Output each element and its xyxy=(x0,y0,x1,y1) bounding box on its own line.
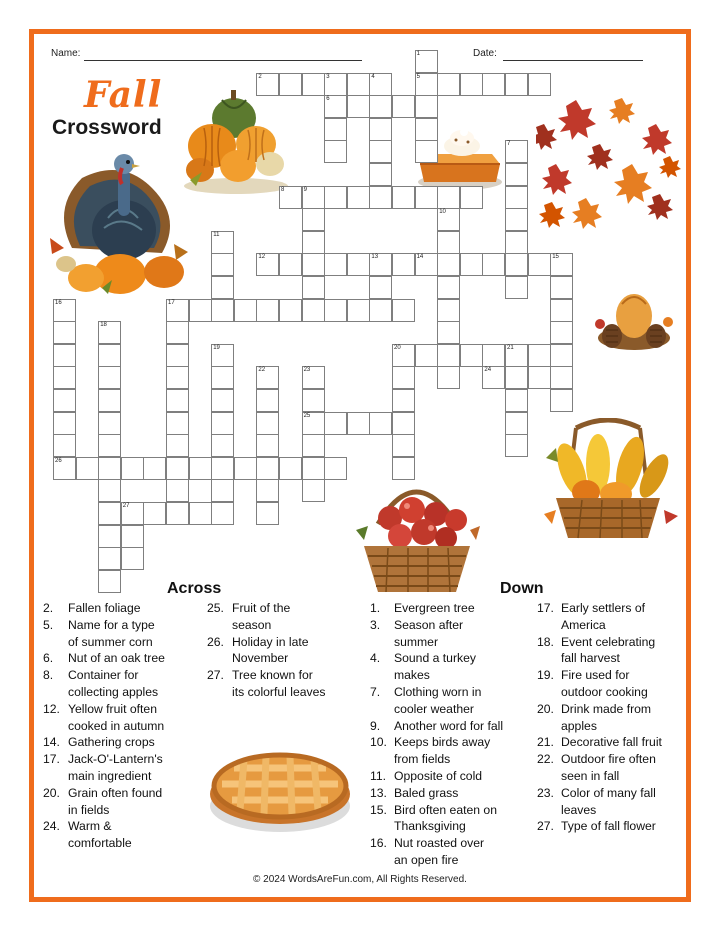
crossword-cell[interactable] xyxy=(460,253,483,276)
down-clue-number: 15. xyxy=(370,802,387,817)
crossword-cell[interactable] xyxy=(53,299,76,322)
crossword-cell[interactable] xyxy=(528,73,551,96)
down-clue-number: 3. xyxy=(370,617,381,632)
crossword-cell[interactable] xyxy=(166,502,189,525)
crossword-cell[interactable] xyxy=(392,389,415,412)
clue-number: 5 xyxy=(416,73,420,80)
crossword-cell[interactable] xyxy=(302,366,325,389)
crossword-cell[interactable] xyxy=(189,299,212,322)
clue-number: 24 xyxy=(484,367,492,374)
across-clue-text: Holiday in late xyxy=(232,634,309,649)
crossword-cell[interactable] xyxy=(53,389,76,412)
crossword-cell[interactable] xyxy=(166,299,189,322)
down-clue-text: Evergreen tree xyxy=(394,601,475,615)
down-clue-number: 1. xyxy=(370,601,381,615)
across-clue-text: season xyxy=(232,617,272,632)
down-clue-text: Baled grass xyxy=(394,785,459,800)
crossword-cell[interactable] xyxy=(166,479,189,502)
crossword-cell[interactable] xyxy=(211,231,234,254)
crossword-cell[interactable] xyxy=(437,276,460,299)
down-clue-text: Color of many fall xyxy=(561,785,656,800)
crossword-cell[interactable] xyxy=(302,73,325,96)
crossword-cell[interactable] xyxy=(369,140,392,163)
crossword-cell[interactable] xyxy=(505,366,528,389)
crossword-cell[interactable] xyxy=(324,186,347,209)
pinecone-basket-illustration xyxy=(592,280,676,360)
crossword-cell[interactable] xyxy=(528,253,551,276)
across-clue-text: Gathering crops xyxy=(68,735,155,750)
down-clue-text: Clothing worn in xyxy=(394,685,482,699)
down-clue-text: America xyxy=(561,617,606,632)
clue-number: 17 xyxy=(168,299,175,306)
clue-number: 15 xyxy=(552,254,559,261)
crossword-cell[interactable] xyxy=(324,118,347,141)
across-clue-number: 26. xyxy=(207,634,224,649)
crossword-cell[interactable] xyxy=(437,366,460,389)
crossword-cell[interactable] xyxy=(460,344,483,367)
down-clue-number: 9. xyxy=(370,718,381,733)
down-clue-text: Decorative fall fruit xyxy=(561,735,662,750)
date-label: Date: xyxy=(473,48,497,59)
down-clue-text: Sound a turkey xyxy=(394,651,476,666)
crossword-cell[interactable] xyxy=(369,118,392,141)
title-fall: Fall xyxy=(84,74,163,116)
down-clue-number: 19. xyxy=(537,668,554,683)
crossword-cell[interactable] xyxy=(211,412,234,435)
crossword-cell[interactable] xyxy=(53,457,76,480)
across-clue-number: 5. xyxy=(43,617,54,632)
crossword-cell[interactable] xyxy=(369,163,392,186)
crossword-cell[interactable] xyxy=(189,457,212,480)
down-clue-text: Bird often eaten on xyxy=(394,802,497,817)
crossword-cell[interactable] xyxy=(369,299,392,322)
crossword-cell[interactable] xyxy=(324,73,347,96)
clue-number: 21 xyxy=(507,344,514,351)
crossword-cell[interactable] xyxy=(415,140,438,163)
across-clue-text: collecting apples xyxy=(68,684,159,699)
maple-leaves-illustration xyxy=(536,94,686,242)
crossword-cell[interactable] xyxy=(256,73,279,96)
crossword-cell[interactable] xyxy=(505,344,528,367)
crossword-cell[interactable] xyxy=(505,186,528,209)
crossword-cell[interactable] xyxy=(482,366,505,389)
date-field-line[interactable] xyxy=(503,60,643,61)
across-clue-text: Container for xyxy=(68,668,139,683)
crossword-cell[interactable] xyxy=(121,502,144,525)
down-clue-text: Fire used for xyxy=(561,668,630,683)
crossword-cell[interactable] xyxy=(166,457,189,480)
crossword-cell[interactable] xyxy=(256,412,279,435)
crossword-cell[interactable] xyxy=(211,299,234,322)
across-heading: Across xyxy=(167,580,222,597)
across-clue-text: Name for a type xyxy=(68,617,155,632)
across-clue-text: November xyxy=(232,651,289,666)
clue-number: 7 xyxy=(507,141,511,148)
down-clue-number: 4. xyxy=(370,651,381,666)
crossword-cell[interactable] xyxy=(482,73,505,96)
down-clue-number: 23. xyxy=(537,785,554,800)
down-clue-number: 18. xyxy=(537,634,554,649)
crossword-cell[interactable] xyxy=(415,253,438,276)
down-clue-number: 10. xyxy=(370,735,387,750)
crossword-cell[interactable] xyxy=(505,208,528,231)
crossword-cell[interactable] xyxy=(53,344,76,367)
crossword-cell[interactable] xyxy=(211,276,234,299)
crossword-cell[interactable] xyxy=(324,253,347,276)
crossword-cell[interactable] xyxy=(76,457,99,480)
crossword-cell[interactable] xyxy=(256,299,279,322)
crossword-cell[interactable] xyxy=(121,457,144,480)
crossword-cell[interactable] xyxy=(98,547,121,570)
crossword-cell[interactable] xyxy=(98,366,121,389)
crossword-cell[interactable] xyxy=(347,299,370,322)
crossword-cell[interactable] xyxy=(256,502,279,525)
across-clue-number: 17. xyxy=(43,752,60,767)
across-clue-number: 2. xyxy=(43,601,54,615)
copyright-footer: © 2024 WordsAreFun.com, All Rights Reserved. xyxy=(253,874,467,885)
down-clue-text: Event celebrating xyxy=(561,634,656,649)
turkey-illustration xyxy=(42,148,192,298)
down-clue-number: 7. xyxy=(370,685,381,699)
crossword-cell[interactable] xyxy=(256,389,279,412)
clue-number: 8 xyxy=(281,186,285,193)
crossword-cell[interactable] xyxy=(279,186,302,209)
crossword-cell[interactable] xyxy=(234,457,257,480)
down-clue-text: Season after xyxy=(394,617,464,632)
across-clue-text: Fallen foliage xyxy=(68,601,141,615)
across-clue-number: 8. xyxy=(43,668,54,683)
clue-number: 23 xyxy=(303,367,311,374)
across-clue-text: main ingredient xyxy=(68,768,152,783)
across-clue-text: Grain often found xyxy=(68,785,163,800)
clue-number: 11 xyxy=(213,231,220,238)
crossword-cell[interactable] xyxy=(505,140,528,163)
down-clue-text: an open fire xyxy=(394,852,459,867)
across-clue-text: its colorful leaves xyxy=(232,684,326,699)
crossword-cell[interactable] xyxy=(369,253,392,276)
crossword-cell[interactable] xyxy=(166,321,189,344)
clue-number: 1 xyxy=(416,51,420,57)
name-label: Name: xyxy=(51,48,81,59)
crossword-cell[interactable] xyxy=(482,344,505,367)
crossword-cell[interactable] xyxy=(482,253,505,276)
clue-number: 16 xyxy=(55,299,62,306)
across-clue-text: Jack-O'-Lantern's xyxy=(68,752,163,767)
down-clue-text: outdoor cooking xyxy=(561,684,648,699)
across-clue-number: 25. xyxy=(207,601,224,615)
crossword-cell[interactable] xyxy=(437,344,460,367)
down-clue-text: Nut roasted over xyxy=(394,836,485,851)
crossword-cell[interactable] xyxy=(460,186,483,209)
crossword-cell[interactable] xyxy=(98,502,121,525)
lattice-pie-illustration xyxy=(204,718,356,836)
crossword-cell[interactable] xyxy=(302,412,325,435)
clue-number: 3 xyxy=(326,73,330,80)
crossword-cell[interactable] xyxy=(121,547,144,570)
clue-number: 9 xyxy=(303,186,307,193)
crossword-cell[interactable] xyxy=(505,389,528,412)
crossword-cell[interactable] xyxy=(121,525,144,548)
clue-number: 26 xyxy=(55,457,62,464)
crossword-cell[interactable] xyxy=(98,525,121,548)
crossword-cell[interactable] xyxy=(437,208,460,231)
title-crossword: Crossword xyxy=(52,116,162,139)
crossword-cell[interactable] xyxy=(392,253,415,276)
crossword-cell[interactable] xyxy=(256,457,279,480)
down-clue-text: from fields xyxy=(394,752,451,767)
crossword-cell[interactable] xyxy=(98,434,121,457)
crossword-cell[interactable] xyxy=(211,479,234,502)
down-clue-number: 21. xyxy=(537,735,554,750)
down-clue-text: fall harvest xyxy=(561,651,620,666)
down-clue-number: 17. xyxy=(537,601,554,615)
crossword-cell[interactable] xyxy=(347,186,370,209)
crossword-cell[interactable] xyxy=(302,434,325,457)
crossword-cell[interactable] xyxy=(98,457,121,480)
clue-number: 19 xyxy=(213,344,220,351)
crossword-cell[interactable] xyxy=(302,253,325,276)
across-clue-number: 20. xyxy=(43,785,60,800)
crossword-cell[interactable] xyxy=(324,95,347,118)
crossword-cell[interactable] xyxy=(166,344,189,367)
across-clue-number: 12. xyxy=(43,701,60,716)
crossword-cell[interactable] xyxy=(211,253,234,276)
across-clue-text: Tree known for xyxy=(232,668,313,683)
crossword-cell[interactable] xyxy=(550,276,573,299)
crossword-cell[interactable] xyxy=(143,457,166,480)
crossword-cell[interactable] xyxy=(505,434,528,457)
crossword-cell[interactable] xyxy=(392,95,415,118)
crossword-cell[interactable] xyxy=(166,389,189,412)
down-clue-number: 27. xyxy=(537,819,554,834)
crossword-cell[interactable] xyxy=(53,434,76,457)
crossword-cell[interactable] xyxy=(279,457,302,480)
across-clue-text: Yellow fruit often xyxy=(68,701,157,716)
crossword-cell[interactable] xyxy=(415,344,438,367)
crossword-cell[interactable] xyxy=(528,366,551,389)
crossword-cell[interactable] xyxy=(324,299,347,322)
crossword-cell[interactable] xyxy=(505,231,528,254)
clue-number: 20 xyxy=(394,344,401,351)
crossword-cell[interactable] xyxy=(211,434,234,457)
crossword-cell[interactable] xyxy=(392,412,415,435)
down-clue-number: 20. xyxy=(537,701,554,716)
down-clue-text: Drink made from xyxy=(561,701,652,716)
down-clue-number: 16. xyxy=(370,836,387,851)
down-clue-number: 13. xyxy=(370,785,387,800)
crossword-cell[interactable] xyxy=(347,412,370,435)
crossword-cell[interactable] xyxy=(256,479,279,502)
clue-number: 13 xyxy=(371,254,379,261)
crossword-cell[interactable] xyxy=(279,299,302,322)
crossword-cell[interactable] xyxy=(211,457,234,480)
crossword-cell[interactable] xyxy=(392,457,415,480)
crossword-cell[interactable] xyxy=(256,434,279,457)
crossword-cell[interactable] xyxy=(415,186,438,209)
across-clue-text: of summer corn xyxy=(68,634,153,649)
crossword-cell[interactable] xyxy=(211,502,234,525)
crossword-cell[interactable] xyxy=(437,73,460,96)
clue-number: 2 xyxy=(258,73,262,80)
crossword-cell[interactable] xyxy=(550,299,573,322)
down-clue-text: Another word for fall xyxy=(394,718,504,733)
crossword-cell[interactable] xyxy=(302,389,325,412)
crossword-cell[interactable] xyxy=(550,321,573,344)
crossword-cell[interactable] xyxy=(189,502,212,525)
down-clue-number: 11. xyxy=(370,769,387,783)
clue-number: 6 xyxy=(326,96,330,103)
across-clue-number: 14. xyxy=(43,735,60,750)
down-clue-number: 22. xyxy=(537,752,554,767)
crossword-cell[interactable] xyxy=(166,366,189,389)
crossword-cell[interactable] xyxy=(505,253,528,276)
crossword-cell[interactable] xyxy=(550,389,573,412)
down-clue-text: summer xyxy=(394,634,439,649)
crossword-cell[interactable] xyxy=(528,344,551,367)
name-field-line[interactable] xyxy=(84,60,362,61)
down-clue-text: Keeps birds away xyxy=(394,735,491,750)
crossword-cell[interactable] xyxy=(98,412,121,435)
down-clue-text: apples xyxy=(561,718,597,733)
across-clue-text: cooked in autumn xyxy=(68,718,165,733)
crossword-cell[interactable] xyxy=(98,389,121,412)
crossword-cell[interactable] xyxy=(437,231,460,254)
crossword-cell[interactable] xyxy=(437,321,460,344)
crossword-cell[interactable] xyxy=(550,253,573,276)
clue-number: 10 xyxy=(439,209,446,216)
crossword-cell[interactable] xyxy=(53,412,76,435)
crossword-cell[interactable] xyxy=(302,231,325,254)
clue-number: 25 xyxy=(303,412,311,419)
crossword-cell[interactable] xyxy=(505,276,528,299)
crossword-cell[interactable] xyxy=(369,95,392,118)
crossword-cell[interactable] xyxy=(392,344,415,367)
crossword-cell[interactable] xyxy=(415,73,438,96)
across-clue-text: comfortable xyxy=(68,836,132,851)
crossword-cell[interactable] xyxy=(437,299,460,322)
crossword-cell[interactable] xyxy=(347,95,370,118)
down-clue-text: Type of fall flower xyxy=(561,819,656,834)
crossword-cell[interactable] xyxy=(302,457,325,480)
crossword-cell[interactable] xyxy=(211,389,234,412)
crossword-cell[interactable] xyxy=(415,95,438,118)
down-clue-text: Opposite of cold xyxy=(394,769,483,783)
across-clue-text: Fruit of the xyxy=(232,601,291,615)
crossword-cell[interactable] xyxy=(369,186,392,209)
crossword-cell[interactable] xyxy=(324,457,347,480)
crossword-cell[interactable] xyxy=(98,344,121,367)
down-clue-text: seen in fall xyxy=(561,768,620,783)
crossword-cell[interactable] xyxy=(98,570,121,593)
pumpkins-illustration xyxy=(182,86,290,196)
crossword-cell[interactable] xyxy=(505,73,528,96)
crossword-cell[interactable] xyxy=(234,299,257,322)
crossword-cell[interactable] xyxy=(550,344,573,367)
crossword-cell[interactable] xyxy=(166,434,189,457)
crossword-cell[interactable] xyxy=(347,73,370,96)
down-clue-text: Thanksgiving xyxy=(394,819,466,834)
crossword-cell[interactable] xyxy=(392,434,415,457)
crossword-cell[interactable] xyxy=(550,366,573,389)
clue-number: 18 xyxy=(100,322,107,329)
across-clue-text: Nut of an oak tree xyxy=(68,651,165,666)
crossword-cell[interactable] xyxy=(302,299,325,322)
crossword-cell[interactable] xyxy=(392,186,415,209)
crossword-cell[interactable] xyxy=(437,186,460,209)
crossword-cell[interactable] xyxy=(302,276,325,299)
down-clue-text: makes xyxy=(394,668,430,683)
clue-number: 22 xyxy=(258,367,266,374)
crossword-cell[interactable] xyxy=(98,321,121,344)
apple-basket-illustration xyxy=(352,470,482,596)
crossword-cell[interactable] xyxy=(369,276,392,299)
crossword-cell[interactable] xyxy=(53,321,76,344)
clue-number: 4 xyxy=(371,73,375,80)
clue-number: 12 xyxy=(258,254,266,261)
across-clue-number: 24. xyxy=(43,819,60,834)
crossword-cell[interactable] xyxy=(369,412,392,435)
crossword-cell[interactable] xyxy=(211,344,234,367)
crossword-cell[interactable] xyxy=(415,118,438,141)
crossword-cell[interactable] xyxy=(324,140,347,163)
crossword-cell[interactable] xyxy=(302,186,325,209)
crossword-cell[interactable] xyxy=(392,299,415,322)
crossword-cell[interactable] xyxy=(324,412,347,435)
crossword-cell[interactable] xyxy=(415,50,438,73)
down-clue-text: Early settlers of xyxy=(561,601,645,615)
crossword-cell[interactable] xyxy=(279,73,302,96)
across-clue-text: Warm & xyxy=(68,819,112,834)
crossword-cell[interactable] xyxy=(369,73,392,96)
down-clue-text: cooler weather xyxy=(394,701,474,716)
crossword-cell[interactable] xyxy=(505,412,528,435)
clue-number: 14 xyxy=(416,254,424,261)
clue-number: 27 xyxy=(122,503,130,509)
down-clue-text: Outdoor fire often xyxy=(561,752,656,767)
crossword-cell[interactable] xyxy=(279,253,302,276)
crossword-cell[interactable] xyxy=(166,412,189,435)
crossword-cell[interactable] xyxy=(460,73,483,96)
corn-basket-illustration xyxy=(536,418,682,544)
across-clue-text: in fields xyxy=(68,802,110,817)
crossword-cell[interactable] xyxy=(392,366,415,389)
crossword-cell[interactable] xyxy=(53,366,76,389)
crossword-cell[interactable] xyxy=(505,163,528,186)
down-clue-text: leaves xyxy=(561,802,597,817)
crossword-cell[interactable] xyxy=(302,208,325,231)
crossword-cell[interactable] xyxy=(302,479,325,502)
crossword-cell[interactable] xyxy=(143,502,166,525)
crossword-cell[interactable] xyxy=(256,366,279,389)
crossword-cell[interactable] xyxy=(256,253,279,276)
crossword-cell[interactable] xyxy=(211,366,234,389)
across-clue-number: 27. xyxy=(207,668,224,683)
crossword-cell[interactable] xyxy=(98,479,121,502)
down-heading: Down xyxy=(500,580,544,597)
crossword-cell[interactable] xyxy=(347,253,370,276)
across-clue-number: 6. xyxy=(43,651,54,666)
crossword-cell[interactable] xyxy=(437,253,460,276)
